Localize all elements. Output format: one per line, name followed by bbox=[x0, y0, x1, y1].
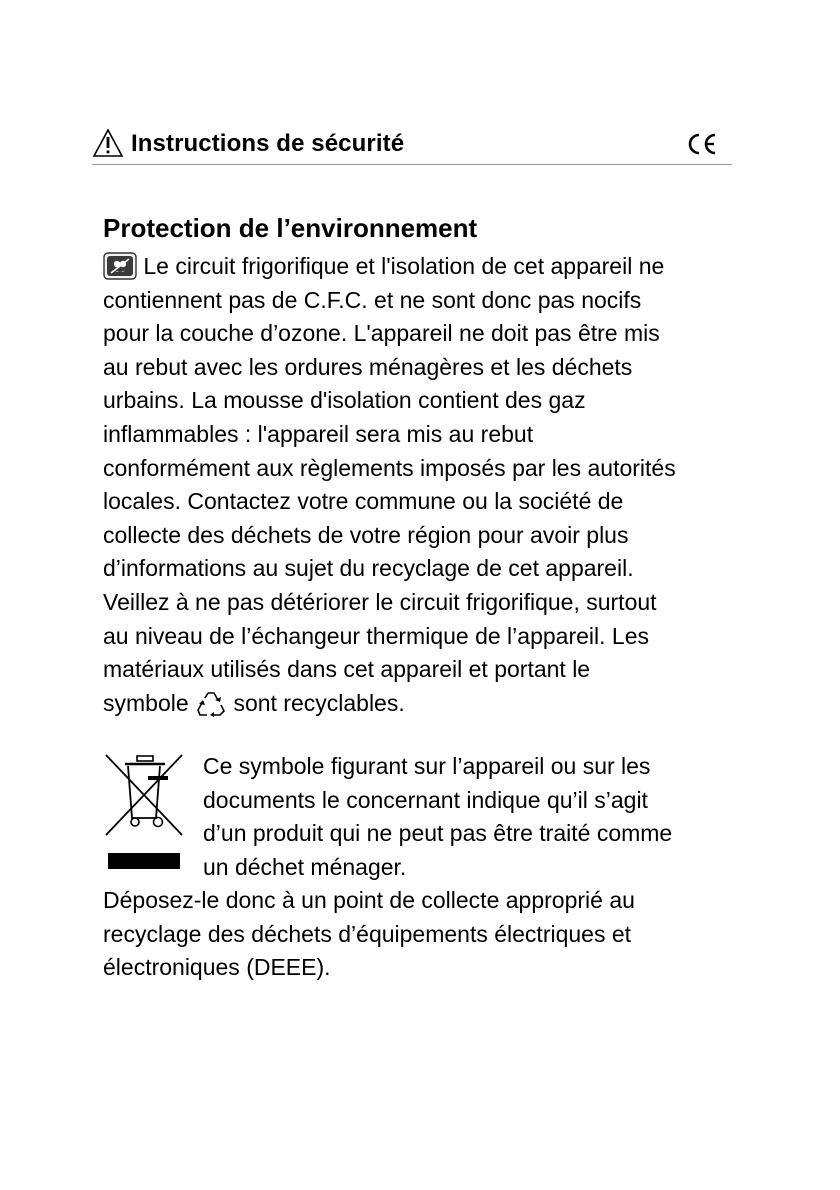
paragraph-line: d’un produit qui ne peut pas être traité comme bbox=[203, 820, 673, 847]
weee-crossed-bin-icon bbox=[103, 752, 185, 872]
paragraph-line: Veillez à ne pas détériorer le circuit frigorifique, surtout bbox=[103, 588, 657, 615]
recycle-icon bbox=[195, 689, 227, 717]
paragraph-line: inflammables : l'appareil sera mis au rebut bbox=[103, 420, 534, 447]
paragraph-line: au rebut avec les ordures ménagères et les déchets bbox=[103, 353, 633, 380]
paragraph-line-text: symbole bbox=[103, 689, 189, 716]
paragraph-line: recyclage des déchets d’équipements électriques et bbox=[103, 920, 632, 947]
paragraph-line: un déchet ménager. bbox=[203, 853, 407, 880]
paragraph-line: Ce symbole figurant sur l’appareil ou sur les bbox=[203, 753, 651, 779]
paragraph-line: locales. Contactez votre commune ou la société de bbox=[103, 488, 624, 515]
paragraph-line: électroniques (DEEE). bbox=[103, 954, 331, 981]
paragraph-line: conformément aux règlements imposés par les autorités bbox=[103, 454, 676, 481]
warning-triangle-icon bbox=[92, 128, 124, 158]
page-header bbox=[92, 126, 732, 165]
environment-paragraph bbox=[103, 250, 676, 720]
paragraph-line: documents le concernant indique qu’il s’agit bbox=[203, 786, 648, 813]
paragraph-line: pour la couche d’ozone. L'appareil ne doit pas être mis bbox=[103, 320, 660, 347]
page-title: Instructions de sécurité bbox=[131, 130, 405, 157]
section-title: Protection de l’environnement bbox=[103, 213, 478, 243]
paragraph-line-text: Le circuit frigorifique et l'isolation de cet appareil ne bbox=[143, 253, 665, 279]
paragraph-line: contiennent pas de C.F.C. et ne sont donc pas nocifs bbox=[103, 286, 642, 313]
no-cfc-icon bbox=[103, 252, 137, 280]
paragraph-line: Déposez-le donc à un point de collecte approprié au bbox=[103, 887, 635, 913]
paragraph-line: matériaux utilisés dans cet appareil et portant le bbox=[103, 656, 591, 683]
ce-mark-icon bbox=[686, 132, 718, 156]
paragraph-line bbox=[103, 250, 676, 284]
paragraph-line: au niveau de l’échangeur thermique de l’appareil. Les bbox=[103, 622, 649, 649]
collection-paragraph bbox=[103, 884, 635, 985]
weee-paragraph bbox=[203, 750, 672, 884]
paragraph-line: collecte des déchets de votre région pour avoir plus bbox=[103, 521, 629, 548]
paragraph-line-text: sont recyclables. bbox=[233, 689, 405, 716]
paragraph-line bbox=[103, 687, 676, 721]
paragraph-line: d’informations au sujet du recyclage de cet appareil. bbox=[103, 555, 634, 582]
paragraph-line: urbains. La mousse d'isolation contient des gaz bbox=[103, 387, 586, 414]
